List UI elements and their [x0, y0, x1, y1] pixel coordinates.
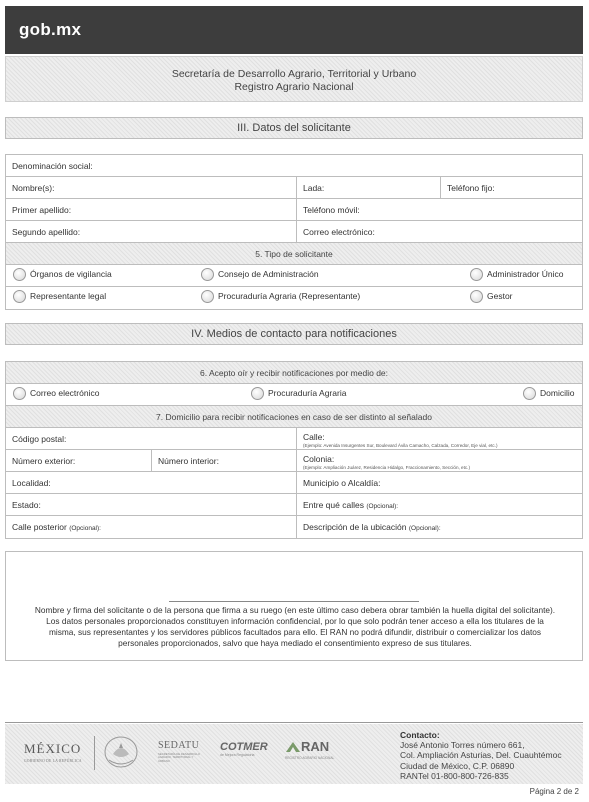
estado-field[interactable]: [6, 494, 296, 515]
option-label: Correo electrónico: [30, 387, 100, 398]
signature-box[interactable]: [5, 551, 583, 661]
lada-field[interactable]: [296, 177, 440, 198]
cotmer-logo: [220, 741, 268, 757]
codigo-postal-label: Código postal:: [12, 434, 67, 444]
contact-line-3: Ciudad de México, C.P. 06890: [400, 760, 515, 771]
signature-text: [12, 605, 578, 649]
option-administrador-unico[interactable]: [470, 268, 564, 281]
estado-label: Estado:: [12, 500, 41, 510]
colonia-field[interactable]: [296, 450, 582, 471]
opcional-tag: (Opcional):: [408, 525, 441, 532]
numero-interior-label: Número interior:: [158, 456, 219, 466]
radio-icon[interactable]: [13, 290, 26, 303]
ran-logo-subtext: REGISTRO AGRARIO NACIONAL: [285, 756, 335, 760]
page-number: Página 2 de 2: [529, 787, 579, 796]
signature-line: [169, 601, 419, 602]
sedatu-logo-subtext: SECRETARÍA DE DESARROLLO AGRARIO, TERRITORIAL Y URBANO: [158, 752, 201, 763]
localidad-field[interactable]: [6, 472, 296, 493]
radio-icon[interactable]: [13, 387, 26, 400]
codigo-postal-field[interactable]: [6, 428, 296, 449]
row-estado: [6, 494, 582, 516]
telefono-movil-label: Teléfono móvil:: [303, 205, 360, 215]
calle-example: (Ejemplo: Avenida Insurgentes Sur, Boulevard Ávila Camacho, Calzada, Corredor, Eje vial, etc.): [303, 443, 498, 448]
option-procuraduria-representante[interactable]: [201, 290, 360, 303]
option-correo-electronico[interactable]: [13, 387, 99, 400]
entre-calles-label: Entre qué calles: [303, 500, 364, 510]
localidad-label: Localidad:: [12, 478, 51, 488]
colonia-example: (Ejemplo: Ampliación Juárez, Residencia Hidalgo, Fraccionamiento, Sección, etc.): [303, 465, 470, 470]
coat-of-arms-icon: [101, 734, 141, 770]
row-nombres: [6, 177, 582, 199]
domicilio-heading: 7. Domicilio para recibir notificaciones en caso de ser distinto al señalado: [6, 406, 582, 428]
numero-interior-field[interactable]: [151, 450, 296, 471]
radio-icon[interactable]: [201, 290, 214, 303]
institution-line-2: Registro Agrario Nacional: [234, 81, 354, 93]
row-segundo-apellido: [6, 221, 582, 243]
radio-icon[interactable]: [13, 268, 26, 281]
sedatu-logo: [158, 740, 202, 763]
option-domicilio[interactable]: [523, 387, 574, 400]
cotmer-logo-subtext: de Mejora Regulatoria: [220, 753, 255, 757]
radio-icon[interactable]: [201, 268, 214, 281]
option-representante-legal[interactable]: [13, 290, 106, 303]
opcional-tag: (Opcional):: [366, 503, 399, 510]
institution-line-1: Secretaría de Desarrollo Agrario, Territorial y Urbano: [171, 68, 417, 80]
option-label: Órganos de vigilancia: [30, 268, 112, 279]
option-label: Procuraduría Agraria (Representante): [218, 290, 361, 301]
calle-label: Calle:: [303, 432, 325, 442]
privacy-line-3: personales proporcionados, salvo que haya mediado el consentimiento expreso de sus titulares.: [118, 638, 472, 648]
row-medio-options: [6, 384, 582, 406]
denominacion-label: Denominación social:: [12, 161, 93, 171]
signature-caption: Nombre y firma del solicitante o de la persona que firma a su ruego (en este último caso debera obrar también la huella digital del solicitante).: [34, 605, 556, 615]
option-consejo-administracion[interactable]: [201, 268, 319, 281]
correo-label: Correo electrónico:: [303, 227, 375, 237]
footer-divider: [5, 722, 583, 723]
telefono-fijo-label: Teléfono fijo:: [447, 183, 495, 193]
solicitante-form: [5, 154, 583, 310]
privacy-line-1: Los datos personales proporcionados constituyen información confidencial, por lo que solo podrán tener acceso a ella los titulares de la: [46, 616, 544, 626]
contact-line-2: Col. Ampliación Asturias, Del. Cuauhtémoc: [400, 750, 562, 761]
mexico-logo: [24, 741, 82, 763]
section-4-title: IV. Medios de contacto para notificaciones: [5, 323, 583, 345]
option-label: Consejo de Administración: [218, 268, 319, 279]
row-tipo-options-1: [6, 265, 582, 287]
row-localidad: [6, 472, 582, 494]
colonia-label: Colonia:: [303, 454, 335, 464]
gob-mx-topbar: [5, 6, 583, 54]
gob-mx-logo: gob.mx: [19, 20, 82, 39]
nombres-label: Nombre(s):: [12, 183, 55, 193]
mexico-logo-text: MÉXICO: [24, 741, 82, 756]
row-codigo-calle: [6, 428, 582, 450]
option-procuraduria-agraria[interactable]: [251, 387, 346, 400]
cotmer-logo-text: COTMER: [220, 741, 268, 753]
lada-label: Lada:: [303, 183, 325, 193]
descripcion-field[interactable]: [296, 516, 582, 538]
row-numeros-colonia: [6, 450, 582, 472]
calle-posterior-field[interactable]: [6, 516, 296, 538]
acepto-heading: 6. Acepto oír y recibir notificaciones por medio de:: [6, 362, 582, 384]
option-label: Gestor: [487, 290, 513, 301]
option-label: Procuraduría Agraria: [268, 387, 347, 398]
logo-separator: [94, 736, 95, 770]
contact-line-4: RANTel 01-800-800-726-835: [400, 770, 509, 781]
correo-field[interactable]: [296, 221, 582, 242]
option-gestor[interactable]: [470, 290, 513, 303]
radio-icon[interactable]: [470, 268, 483, 281]
primer-apellido-field[interactable]: [6, 199, 296, 220]
row-calle-posterior: [6, 516, 582, 538]
ran-arrow-icon: [285, 740, 301, 754]
contact-label: Contacto:: [400, 730, 440, 740]
calle-posterior-label: Calle posterior: [12, 522, 67, 532]
contact-block: [400, 730, 562, 781]
option-label: Representante legal: [30, 290, 107, 301]
numero-exterior-field[interactable]: [6, 450, 151, 471]
telefono-movil-field[interactable]: [296, 199, 582, 220]
numero-exterior-label: Número exterior:: [12, 456, 76, 466]
calle-field[interactable]: [296, 428, 582, 449]
sedatu-logo-text: SEDATU: [158, 740, 200, 751]
row-primer-apellido: [6, 199, 582, 221]
opcional-tag: (Opcional):: [69, 525, 101, 532]
primer-apellido-label: Primer apellido:: [12, 205, 72, 215]
segundo-apellido-label: Segundo apellido:: [12, 227, 81, 237]
contact-line-1: José Antonio Torres número 661,: [400, 740, 525, 751]
row-denominacion: [6, 155, 582, 177]
option-organos-vigilancia[interactable]: [13, 268, 112, 281]
municipio-field[interactable]: [296, 472, 582, 493]
radio-icon[interactable]: [251, 387, 264, 400]
entre-calles-field[interactable]: [296, 494, 582, 515]
municipio-label: Municipio o Alcaldía:: [303, 478, 381, 488]
option-label: Domicilio: [540, 387, 575, 398]
mexico-logo-subtext: GOBIERNO DE LA REPÚBLICA: [24, 759, 82, 763]
radio-icon[interactable]: [470, 290, 483, 303]
ran-logo-text: RAN: [301, 739, 330, 754]
privacy-line-2: misma, sus representantes y los servidores públicos facultados para ello. El RAN no podrá difundir, distribuir o comercializar los datos: [48, 627, 542, 637]
radio-icon[interactable]: [523, 387, 536, 400]
denominacion-field[interactable]: [6, 155, 582, 176]
row-tipo-options-2: [6, 287, 582, 309]
segundo-apellido-field[interactable]: [6, 221, 296, 242]
option-label: Administrador Único: [487, 268, 564, 279]
tipo-solicitante-heading: 5. Tipo de solicitante: [6, 243, 582, 265]
notificaciones-form: [5, 361, 583, 539]
telefono-fijo-field[interactable]: [440, 177, 582, 198]
section-3-title: III. Datos del solicitante: [5, 117, 583, 139]
nombres-field[interactable]: [6, 177, 296, 198]
ran-logo: [301, 739, 329, 754]
descripcion-label: Descripción de la ubicación: [303, 522, 407, 532]
institution-header: [5, 56, 583, 102]
